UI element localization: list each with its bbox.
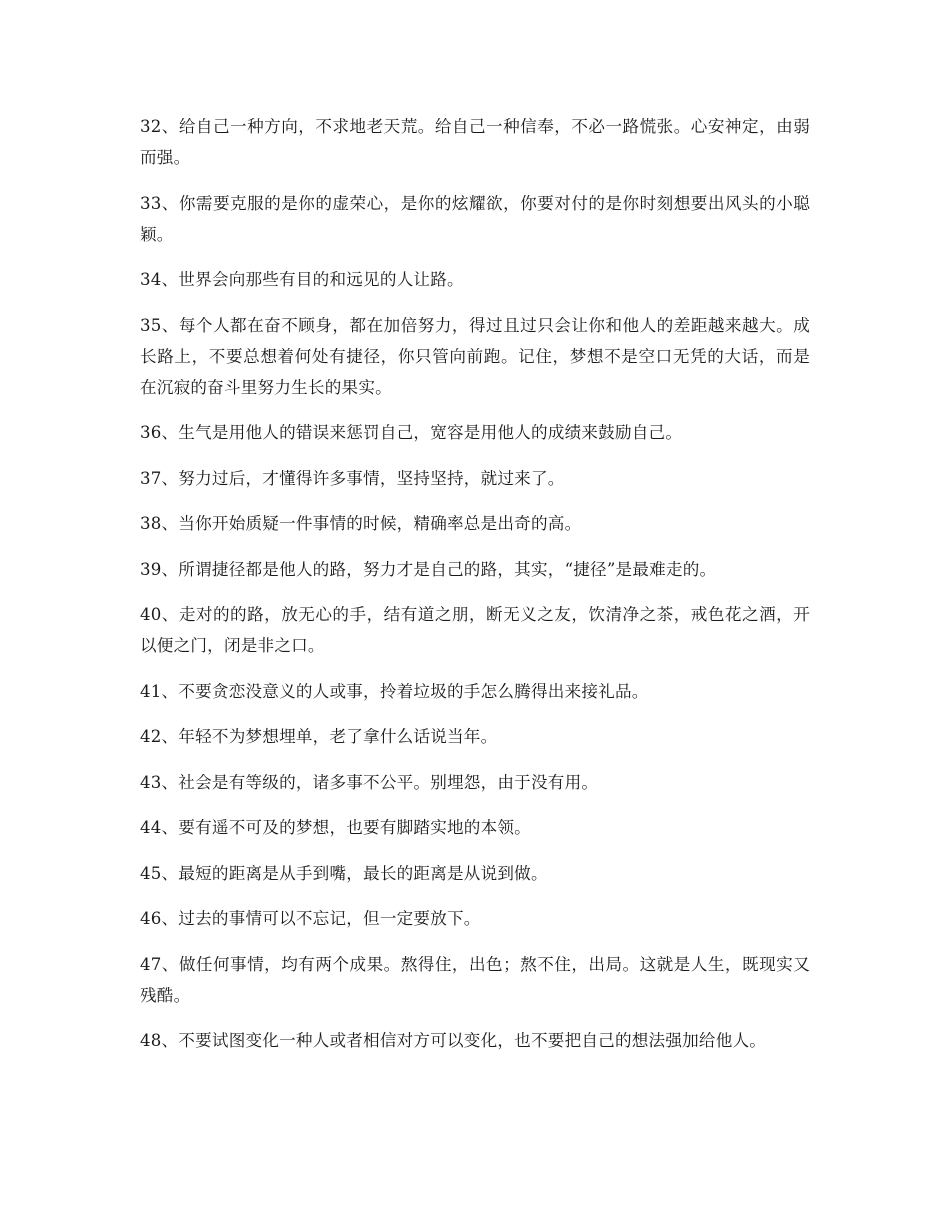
paragraph-38: 38、当你开始质疑一件事情的时候，精确率总是出奇的高。 bbox=[140, 514, 582, 533]
paragraph-39: 39、所谓捷径都是他人的路，努力才是自己的路，其实，“捷径”是最难走的。 bbox=[140, 559, 717, 579]
paragraph-42: 42、年轻不为梦想埋单，老了拿什么话说当年。 bbox=[140, 727, 498, 746]
paragraph-46: 46、过去的事情可以不忘记，但一定要放下。 bbox=[140, 909, 481, 928]
paragraph-35: 35、每个人都在奋不顾身，都在加倍努力，得过且过只会让你和他人的差距越来越大。成长路上，不要总想着何处有捷径，你只管向前跑。记住，梦想不是空口无凭的大话，而是在沉寂的奋斗里努力生长的果实。 bbox=[140, 315, 810, 397]
paragraph-47: 47、做任何事情，均有两个成果。熬得住，出色；熬不住，出局。这就是人生，既现实又残酷。 bbox=[140, 954, 810, 1005]
paragraph-37: 37、努力过后，才懂得许多事情，坚持坚持，就过来了。 bbox=[140, 468, 565, 488]
paragraph-32: 32、给自己一种方向，不求地老天荒。给自己一种信奉，不必一路慌张。心安神定，由弱而强。 bbox=[140, 117, 810, 167]
document-body bbox=[140, 111, 810, 1071]
paragraph-33: 33、你需要克服的是你的虚荣心，是你的炫耀欲，你要对付的是你时刻想要出风头的小聪颖。 bbox=[140, 193, 810, 244]
paragraph-40: 40、走对的的路，放无心的手，结有道之朋，断无义之友，饮清净之茶，戒色花之酒，开以便之门，闭是非之口。 bbox=[140, 605, 810, 655]
paragraph-48: 48、不要试图变化一种人或者相信对方可以变化，也不要把自己的想法强加给他人。 bbox=[140, 1031, 767, 1050]
paragraph-34: 34、世界会向那些有目的和远见的人让路。 bbox=[140, 270, 464, 289]
paragraph-41: 41、不要贪恋没意义的人或事，拎着垃圾的手怎么腾得出来接礼品。 bbox=[140, 681, 649, 701]
paragraph-43: 43、社会是有等级的，诸多事不公平。别埋怨，由于没有用。 bbox=[140, 772, 599, 792]
paragraph-44: 44、要有遥不可及的梦想，也要有脚踏实地的本领。 bbox=[140, 818, 531, 837]
paragraph-36: 36、生气是用他人的错误来惩罚自己，宽容是用他人的成绩来鼓励自己。 bbox=[140, 423, 683, 442]
paragraph-45: 45、最短的距离是从手到嘴，最长的距离是从说到做。 bbox=[140, 863, 548, 883]
